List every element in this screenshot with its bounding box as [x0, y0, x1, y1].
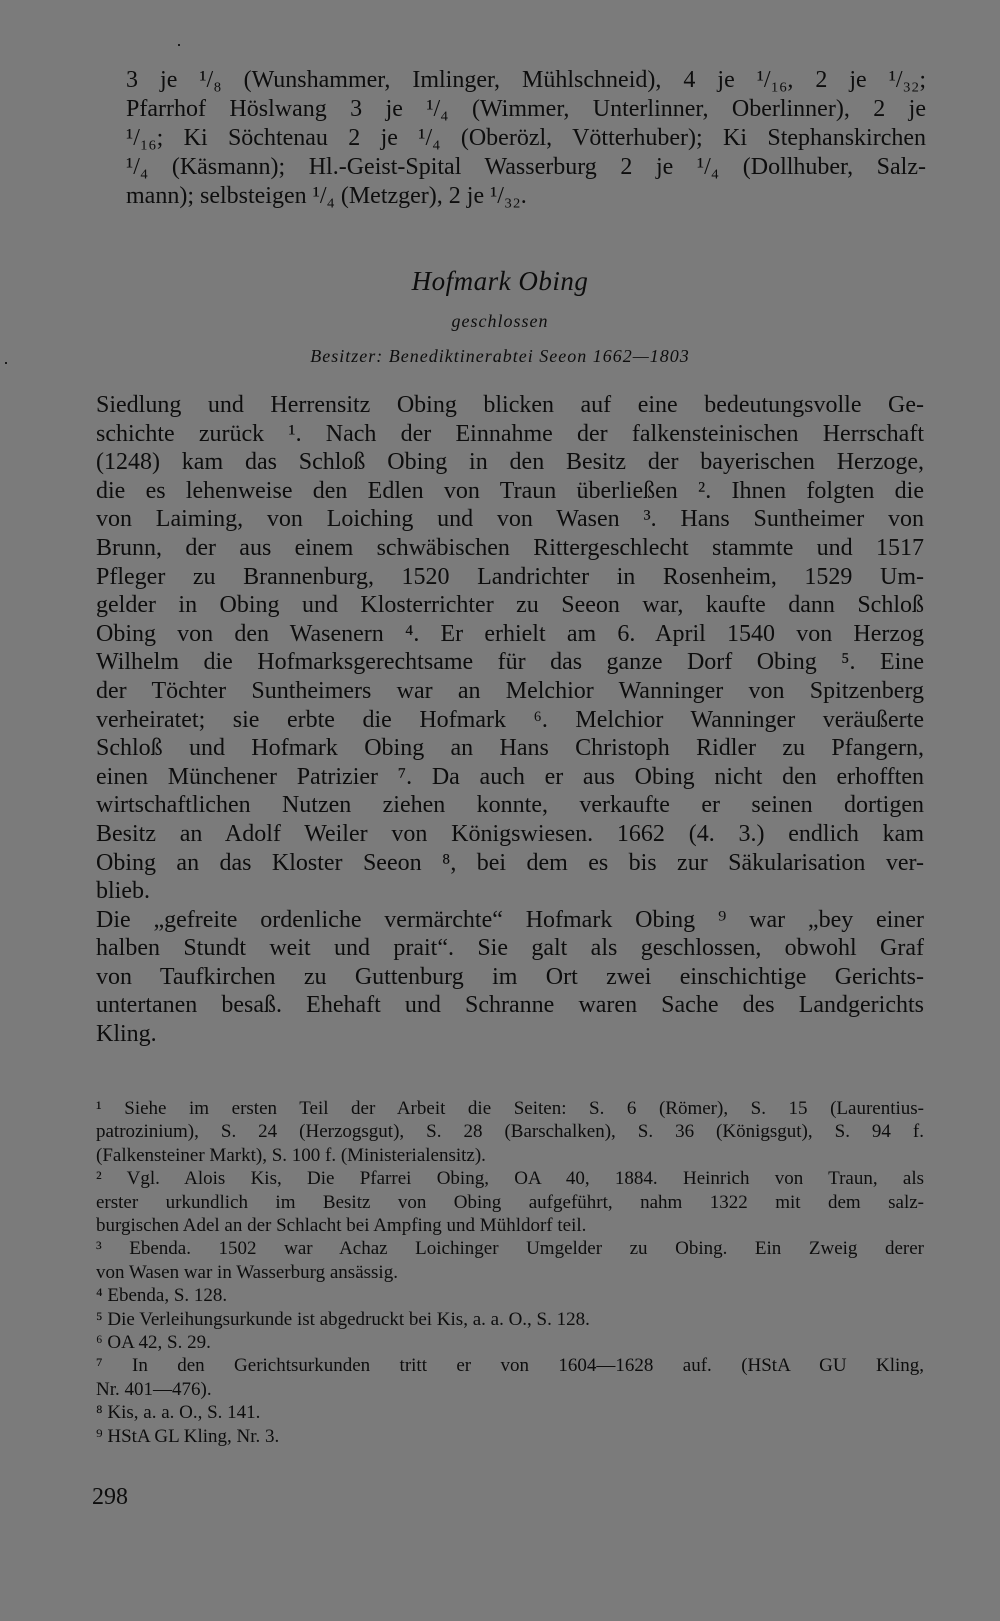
- body-line: die es lehenweise den Edlen von Traun überließen ². Ihnen folgten die: [96, 477, 924, 504]
- body-line: Obing von den Wasenern ⁴. Er erhielt am 6. April 1540 von Herzog: [96, 620, 924, 647]
- intro-line: Pfarrhof Höslwang 3 je ¹/₄ (Wimmer, Unterlinner, Oberlinner), 2 je: [126, 96, 926, 122]
- intro-line: 3 je ¹/₈ (Wunshammer, Imlinger, Mühlschneid), 4 je ¹/₁₆, 2 je ¹/₃₂;: [126, 67, 926, 93]
- body-line: blieb.: [96, 878, 150, 905]
- stray-mark-top: [178, 44, 180, 46]
- body-line: Brunn, der aus einem schwäbischen Rittergeschlecht stammte und 1517: [96, 534, 924, 561]
- body-line: Besitz an Adolf Weiler von Königswiesen. 1662 (4. 3.) endlich kam: [96, 820, 924, 847]
- footnote-line: ² Vgl. Alois Kis, Die Pfarrei Obing, OA 40, 1884. Heinrich von Traun, als: [96, 1168, 924, 1190]
- body-line: Pfleger zu Brannenburg, 1520 Landrichter in Rosenheim, 1529 Um-: [96, 563, 924, 590]
- body-line: wirtschaftlichen Nutzen ziehen konnte, verkaufte er seinen dortigen: [96, 792, 924, 819]
- footnote-line: ⁴ Ebenda, S. 128.: [96, 1285, 228, 1307]
- body-line: von Laiming, von Loiching und von Wasen ³. Hans Suntheimer von: [96, 506, 924, 533]
- body-line: gelder in Obing und Klosterrichter zu Seeon war, kaufte dann Schloß: [96, 592, 924, 619]
- intro-line: ¹/₁₆; Ki Söchtenau 2 je ¹/₄ (Oberözl, Vötterhuber); Ki Stephanskirchen: [126, 125, 926, 151]
- body-line: schichte zurück ¹. Nach der Einnahme der falkensteinischen Herrschaft: [96, 420, 924, 447]
- body-line: Schloß und Hofmark Obing an Hans Christoph Ridler zu Pfangern,: [96, 735, 924, 762]
- footnote-line: patrozinium), S. 24 (Herzogsgut), S. 28 (Barschalken), S. 36 (Königsgut), S. 94 f.: [96, 1121, 924, 1143]
- body-text: [96, 391, 924, 1049]
- body-line: der Töchter Suntheimers war an Melchior Wanninger von Spitzenberg: [96, 677, 924, 704]
- body-line: Wilhelm die Hofmarksgerechtsame für das ganze Dorf Obing ⁵. Eine: [96, 649, 924, 676]
- body-line: (1248) kam das Schloß Obing in den Besitz der bayerischen Herzoge,: [96, 449, 924, 476]
- body-line: verheiratet; sie erbte die Hofmark ⁶. Melchior Wanninger veräußerte: [96, 706, 924, 733]
- footnote-line: ⁸ Kis, a. a. O., S. 141.: [96, 1402, 261, 1424]
- body-line: Obing an das Kloster Seeon ⁸, bei dem es bis zur Säkularisation ver-: [96, 849, 924, 876]
- footnote-line: ⁷ In den Gerichtsurkunden tritt er von 1604—1628 auf. (HStA GU Kling,: [96, 1355, 924, 1377]
- intro-line: ¹/₄ (Käsmann); Hl.-Geist-Spital Wasserburg 2 je ¹/₄ (Dollhuber, Salz-: [126, 154, 926, 180]
- body-line: halben Stundt weit und prait“. Sie galt als geschlossen, obwohl Graf: [96, 935, 924, 962]
- body-line: untertanen besaß. Ehehaft und Schranne waren Sache des Landgerichts: [96, 992, 924, 1019]
- footnote-line: ⁹ HStA GL Kling, Nr. 3.: [96, 1425, 280, 1447]
- footnote-line: ⁶ OA 42, S. 29.: [96, 1332, 211, 1354]
- footnote-line: von Wasen war in Wasserburg ansässig.: [96, 1261, 398, 1283]
- section-title: Hofmark Obing: [411, 266, 589, 296]
- intro-line: mann); selbsteigen ¹/₄ (Metzger), 2 je ¹/₃₂.: [126, 183, 527, 209]
- footnote-line: ¹ Siehe im ersten Teil der Arbeit die Seiten: S. 6 (Römer), S. 15 (Laurentius-: [96, 1098, 924, 1119]
- section-subtitle: geschlossen: [451, 311, 549, 331]
- body-line: Die „gefreite ordenliche vermärchte“ Hofmark Obing ⁹ war „bey einer: [96, 906, 924, 933]
- body-line: von Taufkirchen zu Guttenburg im Ort zwei einschichtige Gerichts-: [96, 963, 924, 990]
- body-line: Siedlung und Herrensitz Obing blicken auf eine bedeutungsvolle Ge-: [96, 392, 924, 418]
- footnote-line: Nr. 401—476).: [96, 1378, 212, 1400]
- intro-paragraph: [126, 66, 926, 211]
- footnote-line: burgischen Adel an der Schlacht bei Ampfing und Mühldorf teil.: [96, 1215, 587, 1237]
- footnote-line: (Falkensteiner Markt), S. 100 f. (Ministerialensitz).: [96, 1144, 486, 1166]
- body-line: einen Münchener Patrizier ⁷. Da auch er aus Obing nicht den erhofften: [96, 763, 924, 790]
- section-owner: Besitzer: Benediktinerabtei Seeon 1662—1803: [310, 346, 690, 366]
- footnote-line: ³ Ebenda. 1502 war Achaz Loichinger Umgelder zu Obing. Ein Zweig derer: [96, 1238, 924, 1260]
- page-number: 298: [92, 1484, 128, 1510]
- footnote-line: ⁵ Die Verleihungsurkunde ist abgedruckt bei Kis, a. a. O., S. 128.: [96, 1308, 590, 1330]
- footnote-line: erster urkundlich im Besitz von Obing aufgeführt, nahm 1322 mit dem salz-: [96, 1191, 924, 1213]
- body-line: Kling.: [96, 1021, 157, 1048]
- footnotes: [96, 1097, 924, 1448]
